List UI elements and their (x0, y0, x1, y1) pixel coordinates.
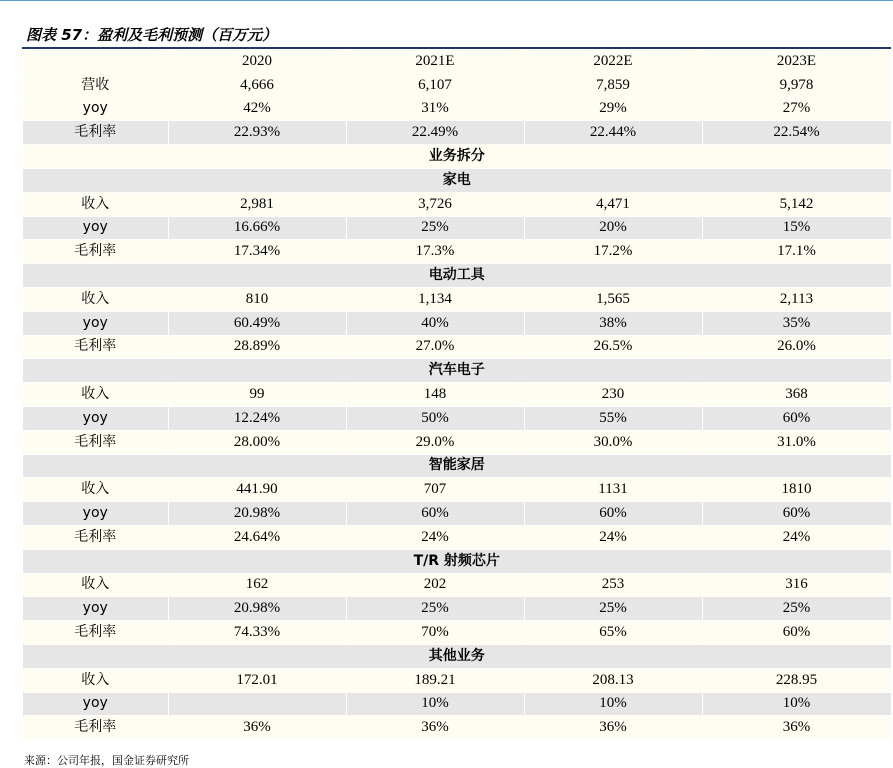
value-cell: 31.0% (702, 430, 891, 454)
row-label: 毛利率 (23, 335, 168, 359)
value-cell: 40% (346, 311, 524, 335)
row-label: yoy (23, 597, 168, 621)
section-row (23, 145, 891, 169)
value-cell: 230 (524, 383, 702, 407)
value-cell: 36% (702, 716, 891, 740)
header-cell: 2022E (524, 50, 702, 73)
value-cell: 1810 (702, 478, 891, 502)
row-label: 收入 (23, 668, 168, 692)
header-cell: 2021E (346, 50, 524, 73)
value-cell: 810 (168, 287, 346, 311)
value-cell: 60% (702, 502, 891, 526)
value-cell: 10% (524, 692, 702, 716)
table-row (23, 73, 891, 97)
value-cell: 2,981 (168, 192, 346, 216)
row-label: yoy (23, 406, 168, 430)
forecast-table (23, 50, 892, 740)
value-cell: 1,134 (346, 287, 524, 311)
value-cell: 148 (346, 383, 524, 407)
table-row (23, 668, 891, 692)
value-cell: 3,726 (346, 192, 524, 216)
source-note: 来源：公司年报，国金证券研究所 (24, 754, 189, 767)
row-label: 收入 (23, 383, 168, 407)
value-cell: 253 (524, 573, 702, 597)
value-cell: 29% (524, 97, 702, 121)
value-cell: 27.0% (346, 335, 524, 359)
table-row (23, 383, 891, 407)
value-cell: 50% (346, 406, 524, 430)
value-cell: 36% (168, 716, 346, 740)
value-cell: 60% (702, 406, 891, 430)
section-row (23, 644, 891, 668)
value-cell: 10% (346, 692, 524, 716)
value-cell: 5,142 (702, 192, 891, 216)
value-cell: 74.33% (168, 621, 346, 645)
table-row (23, 287, 891, 311)
value-cell: 2,113 (702, 287, 891, 311)
table-row (23, 597, 891, 621)
row-label: yoy (23, 692, 168, 716)
table-row (23, 216, 891, 240)
value-cell: 17.3% (346, 240, 524, 264)
value-cell: 28.89% (168, 335, 346, 359)
section-row (23, 359, 891, 383)
row-label: yoy (23, 216, 168, 240)
value-cell: 26.5% (524, 335, 702, 359)
row-label: 收入 (23, 573, 168, 597)
value-cell: 202 (346, 573, 524, 597)
value-cell: 9,978 (702, 73, 891, 97)
table-row (23, 406, 891, 430)
row-label: 营收 (23, 73, 168, 97)
value-cell: 35% (702, 311, 891, 335)
table-row (23, 311, 891, 335)
value-cell: 60% (524, 502, 702, 526)
value-cell: 10% (702, 692, 891, 716)
row-label: yoy (23, 311, 168, 335)
value-cell: 228.95 (702, 668, 891, 692)
table-row (23, 478, 891, 502)
value-cell: 162 (168, 573, 346, 597)
table-row (23, 97, 891, 121)
table-row (23, 692, 891, 716)
value-cell: 172.01 (168, 668, 346, 692)
section-title: 业务拆分 (23, 145, 891, 169)
row-label: 收入 (23, 287, 168, 311)
value-cell: 25% (702, 597, 891, 621)
section-row (23, 264, 891, 288)
value-cell: 20.98% (168, 597, 346, 621)
value-cell: 99 (168, 383, 346, 407)
table-row (23, 621, 891, 645)
value-cell: 16.66% (168, 216, 346, 240)
row-label: 收入 (23, 192, 168, 216)
value-cell: 24% (346, 525, 524, 549)
value-cell: 1,565 (524, 287, 702, 311)
section-row (23, 454, 891, 478)
value-cell: 368 (702, 383, 891, 407)
row-label: 毛利率 (23, 621, 168, 645)
value-cell: 20% (524, 216, 702, 240)
value-cell: 15% (702, 216, 891, 240)
value-cell: 20.98% (168, 502, 346, 526)
value-cell: 17.2% (524, 240, 702, 264)
value-cell: 316 (702, 573, 891, 597)
value-cell: 27% (702, 97, 891, 121)
value-cell: 28.00% (168, 430, 346, 454)
value-cell: 208.13 (524, 668, 702, 692)
value-cell: 24% (702, 525, 891, 549)
value-cell: 1131 (524, 478, 702, 502)
section-title: 电动工具 (23, 264, 891, 288)
row-label: 毛利率 (23, 240, 168, 264)
row-label: 毛利率 (23, 121, 168, 145)
table-row (23, 240, 891, 264)
value-cell: 31% (346, 97, 524, 121)
value-cell: 60% (346, 502, 524, 526)
value-cell: 4,471 (524, 192, 702, 216)
table-body (23, 73, 891, 739)
value-cell: 4,666 (168, 73, 346, 97)
section-title: 智能家居 (23, 454, 891, 478)
section-row (23, 549, 891, 573)
value-cell: 60.49% (168, 311, 346, 335)
value-cell: 22.54% (702, 121, 891, 145)
title-rule (22, 47, 891, 49)
section-title: 其他业务 (23, 644, 891, 668)
value-cell: 7,859 (524, 73, 702, 97)
value-cell: 22.93% (168, 121, 346, 145)
row-label: 毛利率 (23, 430, 168, 454)
value-cell: 30.0% (524, 430, 702, 454)
value-cell: 65% (524, 621, 702, 645)
value-cell: 12.24% (168, 406, 346, 430)
section-title: T/R 射频芯片 (23, 549, 891, 573)
section-title: 家电 (23, 168, 891, 192)
row-label: yoy (23, 97, 168, 121)
header-cell: 2020 (168, 50, 346, 73)
table-row (23, 525, 891, 549)
value-cell: 60% (702, 621, 891, 645)
value-cell: 42% (168, 97, 346, 121)
value-cell: 22.44% (524, 121, 702, 145)
value-cell: 6,107 (346, 73, 524, 97)
row-label: yoy (23, 502, 168, 526)
value-cell: 22.49% (346, 121, 524, 145)
value-cell: 25% (346, 597, 524, 621)
header-row (23, 50, 891, 73)
figure-title: 图表 57：盈利及毛利预测（百万元） (26, 26, 278, 44)
table-row (23, 121, 891, 145)
value-cell: 25% (524, 597, 702, 621)
value-cell: 38% (524, 311, 702, 335)
value-cell: 441.90 (168, 478, 346, 502)
section-title: 汽车电子 (23, 359, 891, 383)
table-row (23, 573, 891, 597)
value-cell: 189.21 (346, 668, 524, 692)
value-cell (168, 692, 346, 716)
table-row (23, 335, 891, 359)
value-cell: 36% (346, 716, 524, 740)
row-label: 毛利率 (23, 716, 168, 740)
row-label: 收入 (23, 478, 168, 502)
value-cell: 70% (346, 621, 524, 645)
header-cell (23, 50, 168, 73)
row-label: 毛利率 (23, 525, 168, 549)
table-row (23, 192, 891, 216)
section-row (23, 168, 891, 192)
table-row (23, 716, 891, 740)
value-cell: 24% (524, 525, 702, 549)
value-cell: 36% (524, 716, 702, 740)
table-row (23, 430, 891, 454)
value-cell: 55% (524, 406, 702, 430)
header-cell: 2023E (702, 50, 891, 73)
value-cell: 17.1% (702, 240, 891, 264)
value-cell: 29.0% (346, 430, 524, 454)
value-cell: 707 (346, 478, 524, 502)
value-cell: 17.34% (168, 240, 346, 264)
value-cell: 26.0% (702, 335, 891, 359)
value-cell: 25% (346, 216, 524, 240)
value-cell: 24.64% (168, 525, 346, 549)
table-row (23, 502, 891, 526)
top-rule (0, 0, 893, 1)
